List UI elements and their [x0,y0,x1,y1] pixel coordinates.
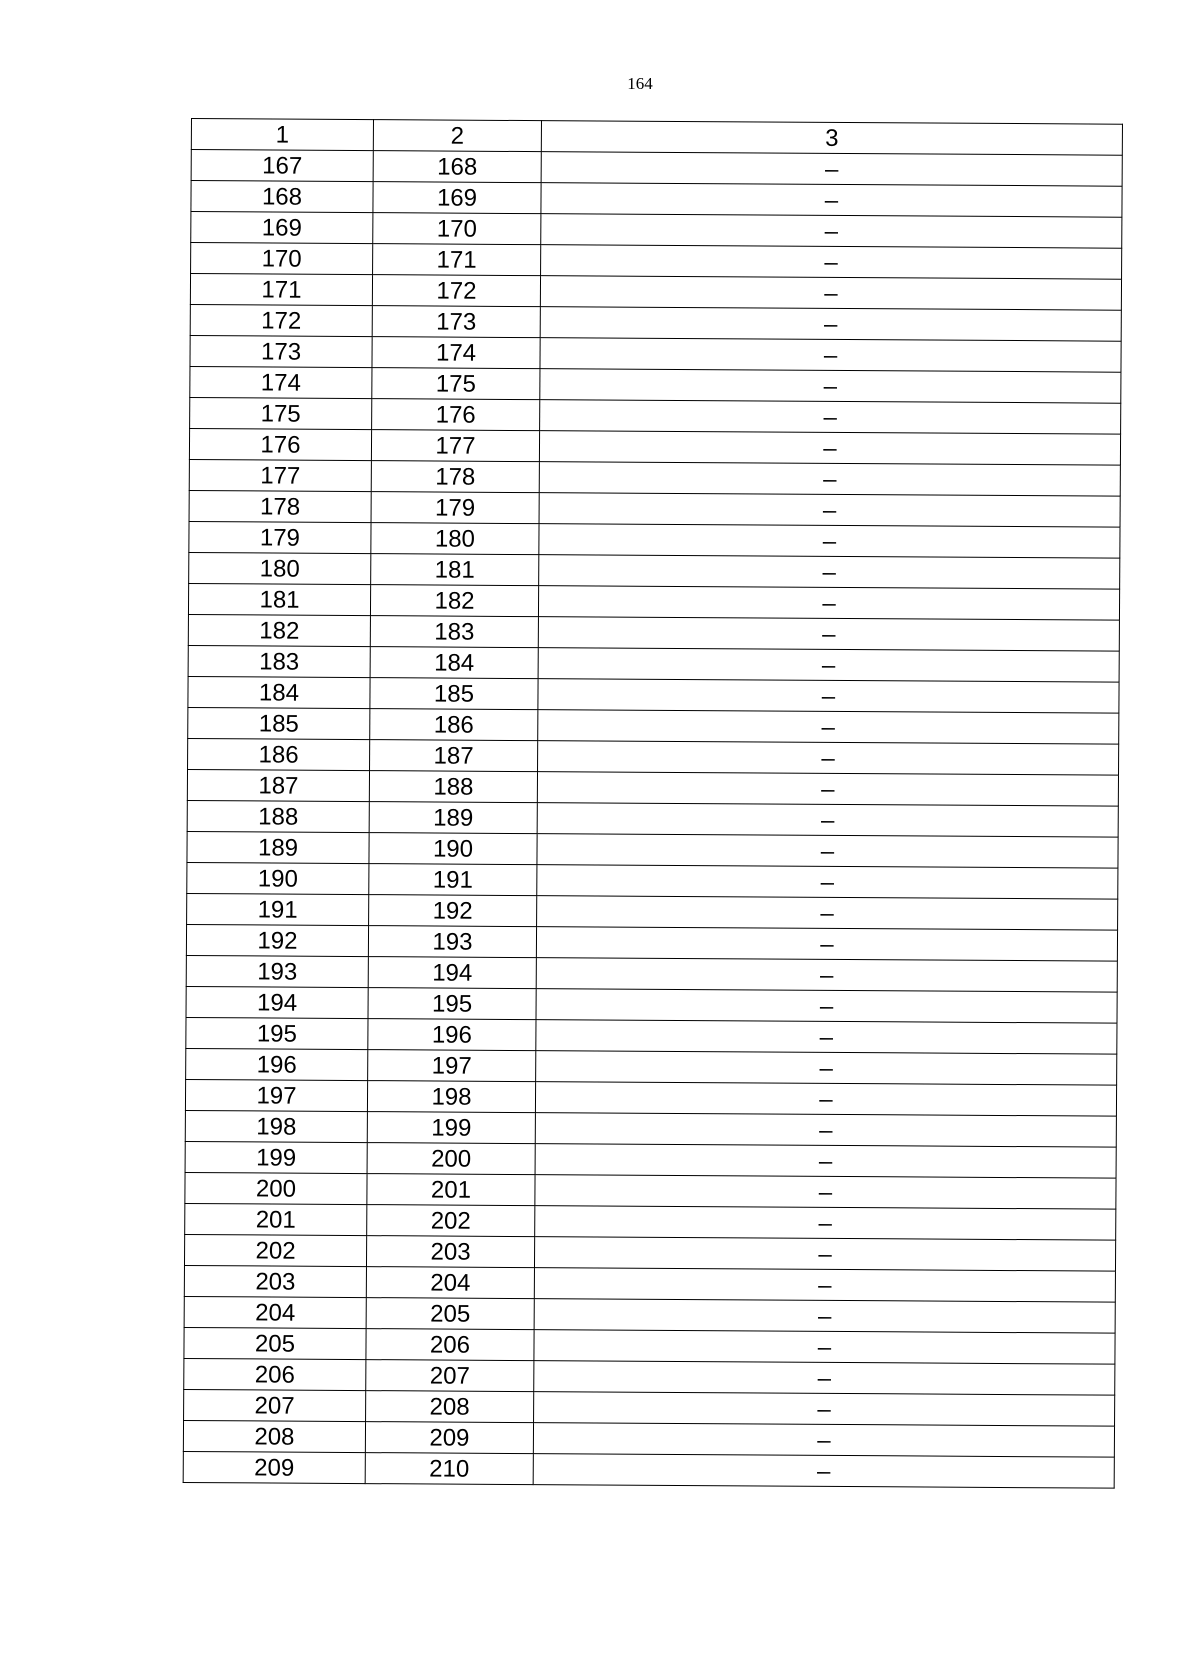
table-cell-col-2: 199 [367,1112,535,1144]
table-cell-col-2: 187 [370,740,538,772]
table-cell-col-1: 173 [190,335,372,367]
table-cell-col-3: – [536,1020,1117,1055]
table-cell-col-3: – [540,307,1121,342]
table-cell-col-2: 182 [370,585,538,617]
table-cell-col-1: 189 [187,831,369,863]
table-cell-col-1: 204 [184,1296,366,1328]
table-cell-col-1: 191 [187,893,369,925]
table-cell-col-1: 205 [184,1327,366,1359]
table-body [183,119,1122,1489]
table-cell-col-1: 188 [187,800,369,832]
table-cell-col-1: 167 [191,150,373,182]
table-row [183,1451,1114,1488]
table-cell-col-1: 170 [191,243,373,275]
table-cell-col-3: – [534,1299,1115,1334]
table-cell-col-2: 205 [366,1298,534,1330]
table-cell-col-2: 175 [372,368,540,400]
table-cell-col-1: 195 [186,1017,368,1049]
table-cell-col-3: – [535,1175,1116,1210]
table-cell-col-1: 207 [184,1389,366,1421]
column-header-3: 3 [541,121,1122,156]
table-cell-col-3: – [538,710,1119,745]
table-cell-col-3: – [538,648,1119,683]
table-cell-col-3: – [534,1330,1115,1365]
table-cell-col-3: – [540,369,1121,404]
table-cell-col-1: 176 [189,428,371,460]
table-cell-col-2: 174 [372,337,540,369]
table-cell-col-2: 180 [371,523,539,555]
table-cell-col-1: 202 [184,1234,366,1266]
table-cell-col-3: – [540,338,1121,373]
table-cell-col-3: – [535,1113,1116,1148]
table-cell-col-3: – [538,617,1119,652]
table-cell-col-1: 184 [188,676,370,708]
table-cell-col-3: – [541,214,1122,249]
table-cell-col-3: – [541,245,1122,280]
table-cell-col-2: 204 [366,1267,534,1299]
table-cell-col-1: 185 [188,707,370,739]
table-cell-col-1: 206 [184,1358,366,1390]
table-cell-col-3: – [533,1454,1114,1489]
table-cell-col-1: 196 [186,1048,368,1080]
table-cell-col-3: – [535,1082,1116,1117]
table-cell-col-1: 190 [187,862,369,894]
table-cell-col-1: 200 [185,1172,367,1204]
table-cell-col-1: 199 [185,1141,367,1173]
table-cell-col-3: – [534,1237,1115,1272]
table-cell-col-3: – [540,276,1121,311]
table-cell-col-2: 201 [367,1174,535,1206]
table-cell-col-2: 203 [366,1236,534,1268]
table-cell-col-1: 187 [187,769,369,801]
table-cell-col-2: 200 [367,1143,535,1175]
table-cell-col-3: – [534,1392,1115,1427]
table-cell-col-1: 177 [189,459,371,491]
table-cell-col-1: 172 [190,304,372,336]
table-cell-col-2: 189 [369,802,537,834]
table-cell-col-2: 193 [368,926,536,958]
table-cell-col-2: 170 [373,213,541,245]
table-cell-col-2: 178 [371,461,539,493]
table-cell-col-3: – [538,586,1119,621]
table-cell-col-1: 174 [190,366,372,398]
table-cell-col-3: – [534,1268,1115,1303]
table-cell-col-2: 185 [370,678,538,710]
table-cell-col-2: 186 [370,709,538,741]
table-cell-col-1: 194 [186,986,368,1018]
table-cell-col-1: 192 [186,924,368,956]
table-cell-col-3: – [538,679,1119,714]
table-cell-col-2: 172 [372,275,540,307]
table-cell-col-2: 188 [369,771,537,803]
table-cell-col-3: – [537,803,1118,838]
table-cell-col-1: 181 [188,583,370,615]
table-cell-col-1: 203 [184,1265,366,1297]
table-cell-col-1: 208 [183,1420,365,1452]
page-number: 164 [627,74,653,93]
data-table [183,118,1123,1489]
table-cell-col-3: – [535,1206,1116,1241]
table-cell-col-1: 175 [190,397,372,429]
table-cell-col-3: – [537,772,1118,807]
table-cell-col-2: 209 [365,1422,533,1454]
table-cell-col-1: 186 [188,738,370,770]
table-cell-col-2: 176 [372,399,540,431]
column-header-2: 2 [373,120,541,152]
table-cell-col-2: 191 [369,864,537,896]
table-cell-col-3: – [539,524,1120,559]
table-cell-col-1: 182 [188,614,370,646]
table-cell-col-2: 183 [370,616,538,648]
table-cell-col-3: – [536,958,1117,993]
table-cell-col-1: 179 [189,521,371,553]
table-cell-col-3: – [539,462,1120,497]
table-cell-col-3: – [536,1051,1117,1086]
table-cell-col-1: 209 [183,1451,365,1483]
table-cell-col-3: – [533,1423,1114,1458]
table-cell-col-2: 208 [366,1391,534,1423]
table-cell-col-2: 202 [367,1205,535,1237]
table-cell-col-1: 178 [189,490,371,522]
table-cell-col-2: 197 [368,1050,536,1082]
table-cell-col-3: – [537,865,1118,900]
table-cell-col-1: 201 [185,1203,367,1235]
column-header-1: 1 [191,119,373,151]
table-cell-col-1: 198 [185,1110,367,1142]
table-cell-col-2: 196 [368,1019,536,1051]
table-cell-col-2: 181 [371,554,539,586]
table-cell-col-2: 192 [369,895,537,927]
table-cell-col-2: 179 [371,492,539,524]
table-cell-col-3: – [536,927,1117,962]
table-cell-col-2: 190 [369,833,537,865]
table-cell-col-3: – [541,183,1122,218]
table-cell-col-3: – [539,493,1120,528]
table-cell-col-1: 169 [191,212,373,244]
table-cell-col-1: 168 [191,181,373,213]
table-cell-col-2: 198 [367,1081,535,1113]
table-cell-col-1: 171 [190,274,372,306]
table-cell-col-3: – [539,431,1120,466]
table-cell-col-3: – [537,896,1118,931]
table-cell-col-2: 195 [368,988,536,1020]
table-cell-col-3: – [534,1361,1115,1396]
table-cell-col-3: – [537,834,1118,869]
table-cell-col-3: – [541,152,1122,187]
table-cell-col-2: 206 [366,1329,534,1361]
table-cell-col-2: 173 [372,306,540,338]
table-cell-col-3: – [540,400,1121,435]
table-cell-col-2: 207 [366,1360,534,1392]
table-cell-col-2: 210 [365,1453,533,1485]
table-cell-col-3: – [538,741,1119,776]
table-cell-col-2: 171 [373,244,541,276]
table-cell-col-1: 193 [186,955,368,987]
table-cell-col-2: 169 [373,182,541,214]
table-cell-col-2: 184 [370,647,538,679]
table-cell-col-1: 197 [185,1079,367,1111]
table-cell-col-3: – [539,555,1120,590]
table-cell-col-3: – [535,1144,1116,1179]
table-cell-col-2: 168 [373,151,541,183]
table-cell-col-2: 177 [371,430,539,462]
table-cell-col-1: 180 [189,552,371,584]
table-cell-col-3: – [536,989,1117,1024]
table-cell-col-2: 194 [368,957,536,989]
table-cell-col-1: 183 [188,645,370,677]
